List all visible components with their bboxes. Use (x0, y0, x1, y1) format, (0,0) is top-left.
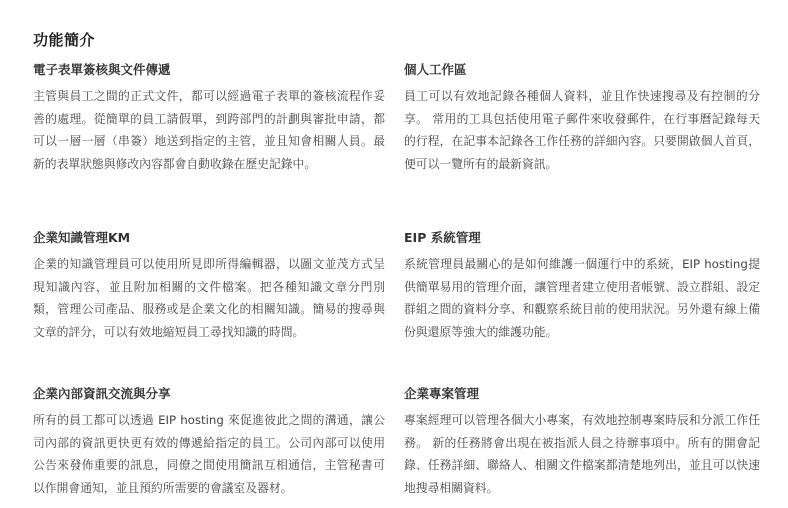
page-title: 功能簡介 (33, 31, 96, 49)
section-title: EIP 系統管理 (404, 230, 481, 245)
section-knowledge-management (33, 228, 385, 343)
section-title: 企業專案管理 (404, 386, 480, 401)
section-body: 系統管理員最關心的是如何維護一個運行中的系統，EIP hosting提供簡單易用的管理介面，讓管理者建立使用者帳號、設立群組、設定群組之間的資料分享、和觀察系統目前的使用狀況。另外還有線上備份與還原等強大的維護功能。 (404, 257, 760, 339)
section-title: 企業內部資訊交流與分享 (33, 386, 171, 401)
section-title: 電子表單簽核與文件傳遞 (33, 62, 171, 77)
section-internal-communication (33, 384, 385, 499)
section-body: 所有的員工都可以透過 EIP hosting 來促進彼此之間的溝通，讓公司內部的資訊更快更有效的傳遞給指定的員工。公司內部可以使用公告來發佈重要的訊息，同僚之間使用簡訊互相通信，主管秘書可以作開會通知，並且預約所需要的會議室及器材。 (33, 413, 385, 495)
section-body: 專案經理可以管理各個大小專案，有效地控制專案時辰和分派工作任務。 新的任務將會出現在被指派人員之待辦事項中。所有的開會記錄、任務詳細、聯絡人、相關文件檔案都清楚地列出，並且可以快速地搜尋相關資料。 (404, 413, 760, 495)
section-body: 企業的知識管理員可以使用所見即所得編輯器，以圖文並茂方式呈現知識內容，並且附加相關的文件檔案。把各種知識文章分門別類，管理公司產品、服務或是企業文化的相關知識。簡易的搜尋與文章的評分，可以有效地縮短員工尋找知識的時間。 (33, 257, 385, 339)
section-personal-workspace (404, 60, 760, 175)
section-body: 員工可以有效地記錄各種個人資料，並且作快速搜尋及有控制的分享。 常用的工具包括使用電子郵件來收發郵件，在行事曆記錄每天的行程，在記事本記錄各工作任務的詳細內容。只要開啟個人首頁，便可以一覽所有的最新資訊。 (404, 89, 760, 171)
section-eip-system-admin (404, 228, 760, 343)
section-title: 企業知識管理KM (33, 230, 131, 245)
section-eform-approval (33, 60, 385, 175)
section-body: 主管與員工之間的正式文件，都可以經過電子表單的簽核流程作妥善的處理。從簡單的員工請假單，到跨部門的計劃與審批申請，都可以一層一層（串簽）地送到指定的主管，並且知會相關人員。最新的表單狀態與修改內容都會自動收錄在歷史記錄中。 (33, 89, 385, 171)
section-title: 個人工作區 (404, 62, 467, 77)
section-project-management (404, 384, 760, 499)
